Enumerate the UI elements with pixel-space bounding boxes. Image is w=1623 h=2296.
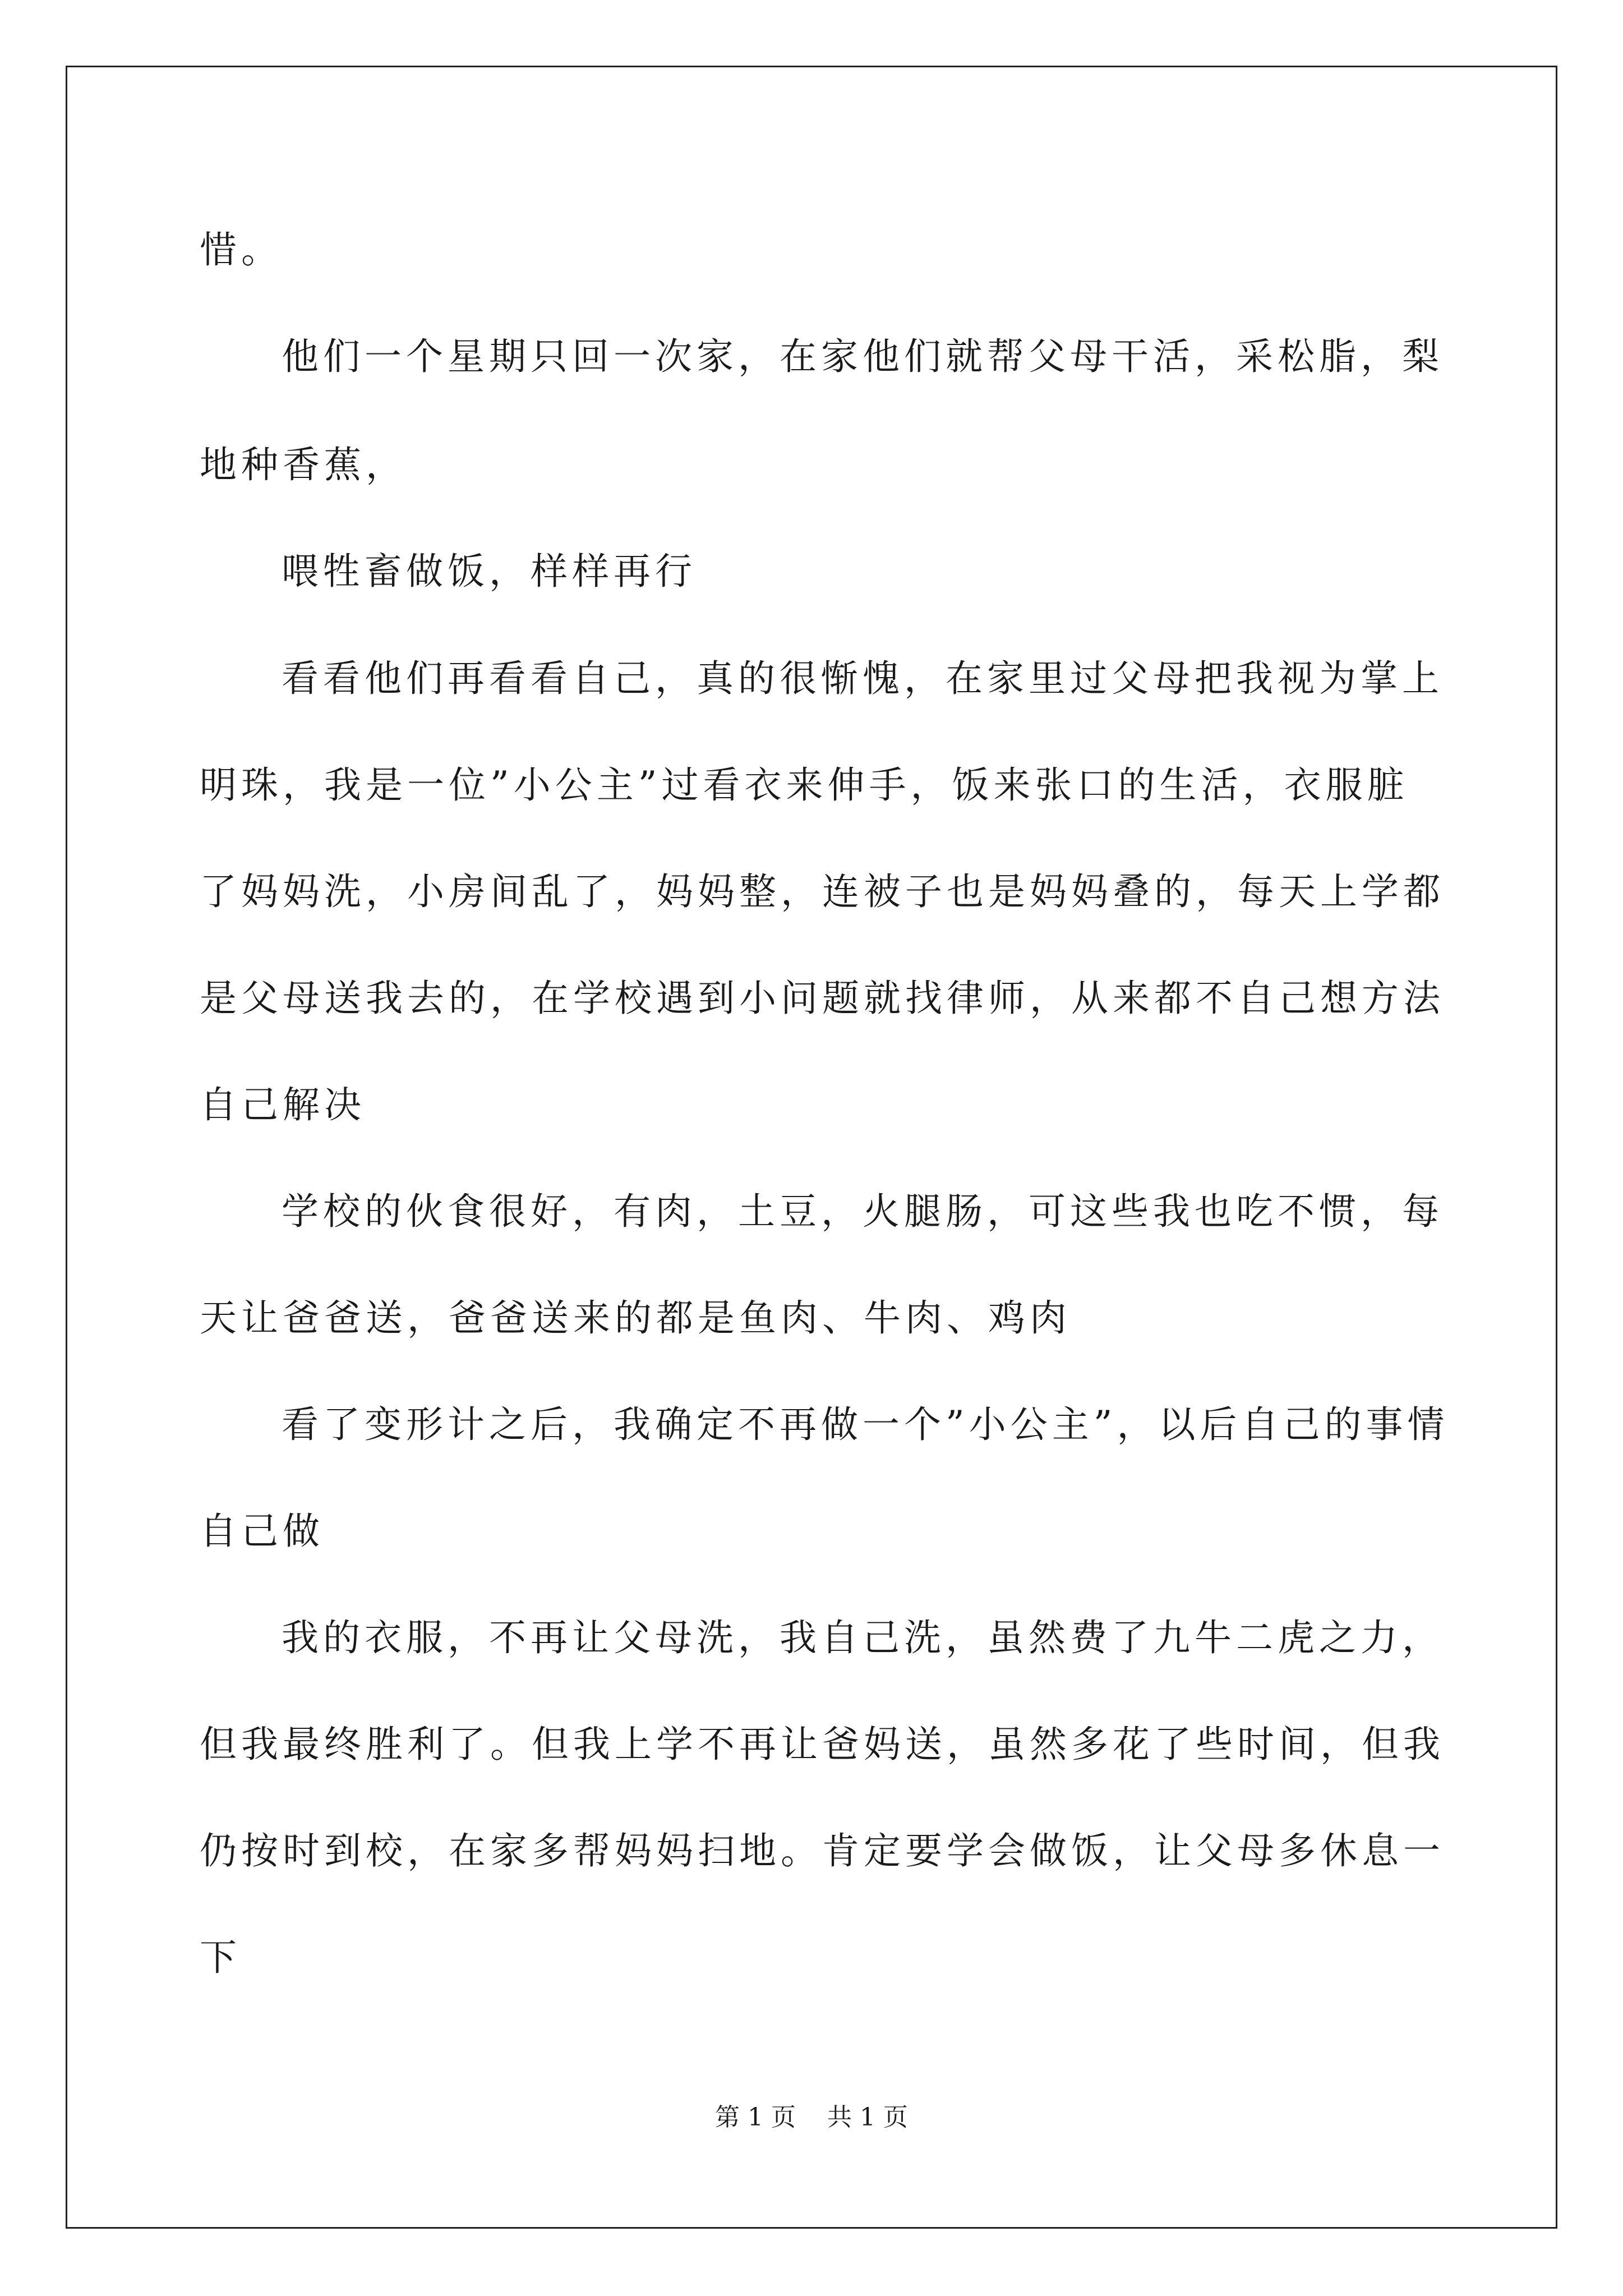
text-line: 看看他们再看看自己，真的很惭愧，在家里过父母把我视为掌上	[282, 657, 1444, 700]
text-line: 了妈妈洗，小房间乱了，妈妈整，连被子也是妈妈叠的，每天上学都	[200, 870, 1445, 913]
text-line: 自己解决	[200, 1083, 366, 1126]
text-line: 仍按时到校，在家多帮妈妈扫地。肯定要学会做饭，让父母多休息一	[200, 1829, 1445, 1872]
page-number-footer: 第 1 页 共 1 页	[715, 2103, 908, 2132]
text-line: 看了变形计之后，我确定不再做一个”小公主”，以后自己的事情	[282, 1403, 1449, 1446]
text-line: 我的衣服，不再让父母洗，我自己洗，虽然费了九牛二虎之力，	[282, 1616, 1444, 1659]
text-line: 惜。	[200, 228, 283, 272]
text-line: 下	[200, 1936, 241, 1979]
text-line: 是父母送我去的，在学校遇到小问题就找律师，从来都不自己想方法	[200, 977, 1445, 1020]
text-line: 但我最终胜利了。但我上学不再让爸妈送，虽然多花了些时间，但我	[200, 1723, 1445, 1766]
text-line: 天让爸爸送，爸爸送来的都是鱼肉、牛肉、鸡肉	[200, 1296, 1071, 1340]
text-line: 他们一个星期只回一次家，在家他们就帮父母干活，采松脂，梨	[282, 335, 1444, 378]
page-border	[66, 66, 1557, 2229]
text-line: 地种香蕉，	[200, 443, 407, 486]
text-line: 自己做	[200, 1510, 324, 1553]
text-line: 明珠，我是一位”小公主”过看衣来伸手，饭来张口的生活，衣服脏	[200, 763, 1409, 807]
text-line: 喂牲畜做饭，样样再行	[282, 550, 697, 593]
text-line: 学校的伙食很好，有肉，土豆，火腿肠，可这些我也吃不惯，每	[282, 1190, 1444, 1233]
